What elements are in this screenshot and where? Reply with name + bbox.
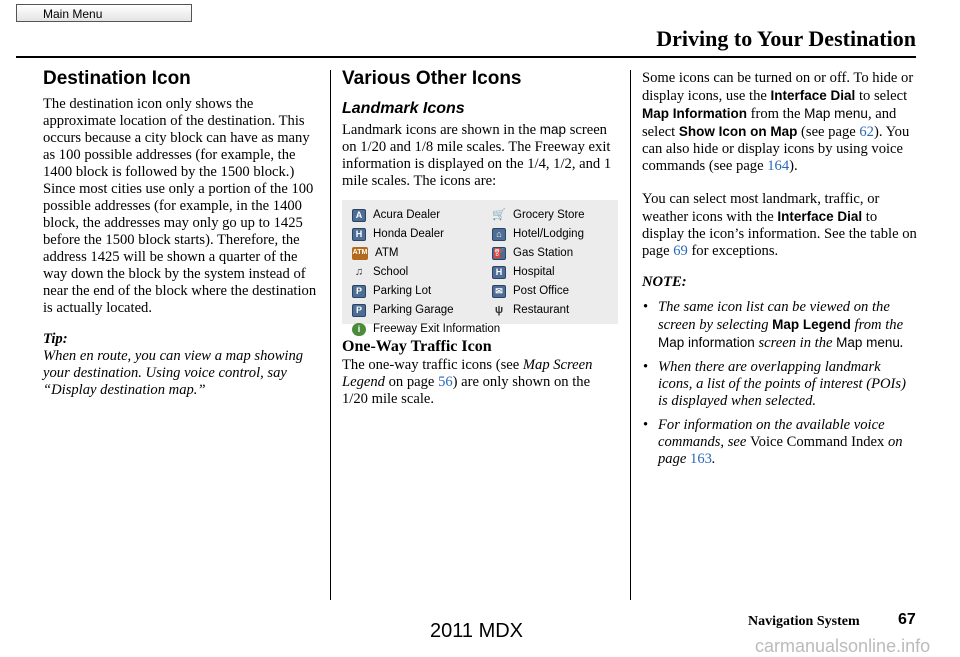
- bed-icon: ⌂: [492, 228, 506, 241]
- legend-label: ATM: [375, 247, 399, 259]
- column-destination-icon: [43, 64, 321, 399]
- legend-item: [492, 301, 569, 319]
- page-link[interactable]: 69: [673, 243, 688, 259]
- page-link[interactable]: 164: [767, 158, 790, 174]
- fuel-pump-icon: ⛽: [493, 248, 505, 258]
- legend-label: Post Office: [513, 285, 570, 297]
- legend-label: Parking Lot: [373, 285, 432, 297]
- landmark-icon-legend: [342, 200, 618, 335]
- school-bell-icon: ♫: [354, 266, 364, 278]
- page-link[interactable]: 56: [438, 374, 453, 390]
- body-text: You can select most landmark, traffic, or weather icons with the Interface Dial to display the icon’s information. See the table on page 69 for exceptions.: [642, 191, 917, 259]
- legend-item: [352, 320, 500, 338]
- footer-system-label: Navigation System: [748, 614, 860, 629]
- note-list: [642, 299, 918, 468]
- body-text: Landmark icons are shown in the map screen on 1/20 and 1/8 mile scales. The Freeway exit information is displayed on the 1/4, 1/2, and 1 mile scales. The icons are:: [342, 122, 612, 189]
- legend-item: [352, 244, 398, 262]
- legend-label: Acura Dealer: [373, 209, 441, 221]
- subsection-heading: Landmark Icons: [342, 100, 465, 117]
- legend-label: Parking Garage: [373, 304, 454, 316]
- cart-icon: 🛒: [492, 209, 506, 221]
- legend-label: Honda Dealer: [373, 228, 444, 240]
- section-heading: Various Other Icons: [342, 68, 522, 89]
- legend-label: Hospital: [513, 266, 555, 278]
- body-text: Some icons can be turned on or off. To hide or display icons, use the Interface Dial to select Map Information from the Map menu, and select Show Icon on Map (see page 62). You can also hide or display icons by using voice commands (see page 164).: [642, 70, 914, 174]
- legend-label: Hotel/Lodging: [513, 228, 584, 240]
- legend-label: Restaurant: [513, 304, 570, 316]
- main-menu-button[interactable]: Main Menu: [16, 4, 192, 22]
- hospital-icon: H: [492, 266, 506, 279]
- legend-label: Gas Station: [513, 247, 574, 259]
- legend-item: [492, 282, 569, 300]
- note-label: NOTE:: [642, 274, 687, 290]
- legend-item: [352, 282, 431, 300]
- legend-label: School: [373, 266, 409, 278]
- legend-item: [352, 263, 408, 281]
- legend-item: [352, 301, 454, 319]
- atm-icon: ATM: [352, 247, 368, 260]
- acura-icon: A: [352, 209, 366, 222]
- list-item: • For information on the available voice commands, see Voice Command Index on page 163.: [642, 417, 918, 468]
- honda-icon: H: [352, 228, 366, 241]
- legend-item: [352, 206, 440, 224]
- legend-label: Grocery Store: [513, 209, 585, 221]
- mail-icon: ✉: [492, 285, 506, 298]
- watermark: carmanualsonline.info: [755, 636, 931, 656]
- page-link[interactable]: 163: [690, 451, 712, 467]
- legend-item: [492, 206, 585, 224]
- legend-item: [492, 263, 555, 281]
- column-divider: [330, 70, 331, 600]
- legend-item: [492, 244, 573, 262]
- list-item: • When there are overlapping landmark icons, a list of the points of interest (POIs) is displayed when selected.: [642, 359, 918, 410]
- tip-text: When en route, you can view a map showing your destination. Using voice control, say “Display destination map.”: [43, 348, 304, 398]
- title-divider: [16, 56, 916, 58]
- column-icon-settings: [642, 70, 918, 475]
- section-heading: Destination Icon: [43, 68, 191, 89]
- page-link[interactable]: 62: [859, 124, 874, 140]
- list-item: • The same icon list can be viewed on the screen by selecting Map Legend from the Map information screen in the Map menu.: [642, 299, 918, 352]
- tip-label: Tip:: [43, 331, 68, 347]
- fork-knife-icon: ψ: [494, 304, 504, 316]
- page-number: 67: [898, 611, 916, 628]
- info-icon: i: [352, 323, 366, 336]
- parking-icon: P: [352, 285, 366, 298]
- body-text: The destination icon only shows the approximate location of the destination. This occurs because a city block can have as many as 100 possible addresses (for example, the 1400 block is followed by the 1500 block.) Since most cities use only a portion of the 100 possible addresses (for example, in the 1400 block, the addresses may only go up to 1425 before the 1500 block starts). Therefore, the address 1425 will be shown a quarter of the way down the block by the system instead of near the end of the block where the destination is actually located.: [43, 96, 317, 316]
- legend-item: [352, 225, 444, 243]
- subsection-heading: One-Way Traffic Icon: [342, 338, 492, 355]
- column-divider: [630, 70, 631, 600]
- parking-garage-icon: P: [352, 304, 366, 317]
- body-text: The one-way traffic icons (see Map Screen Legend on page 56) are only shown on the 1/20 mile scale.: [342, 357, 593, 407]
- page-title: Driving to Your Destination: [656, 26, 916, 51]
- column-other-icons: [342, 64, 618, 408]
- legend-item: [492, 225, 584, 243]
- footer-model-label: 2011 MDX: [430, 620, 524, 642]
- legend-label: Freeway Exit Information: [373, 323, 501, 335]
